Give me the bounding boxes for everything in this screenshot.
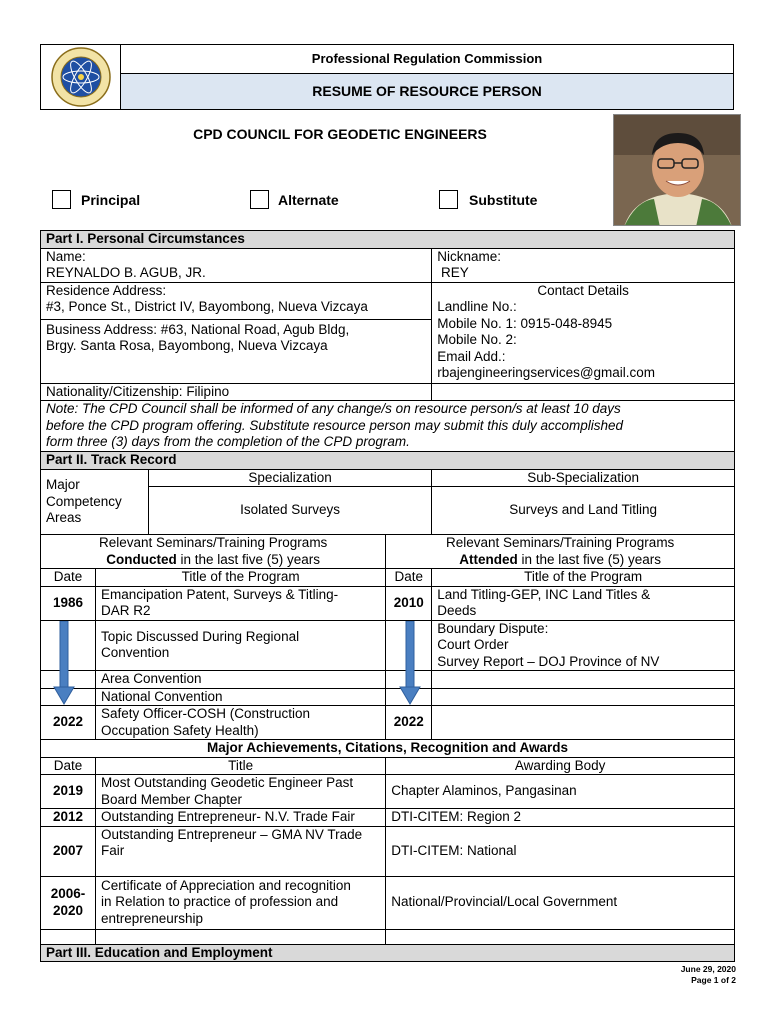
contact-details-cell <box>432 282 735 383</box>
empty-cell <box>432 383 735 401</box>
attended-line1: Relevant Seminars/Training Programs <box>445 535 675 550</box>
residence-label: Residence Address: <box>46 282 167 298</box>
residence-value: #3, Ponce St., District IV, Bayombong, Nueva Vizcaya <box>46 299 368 314</box>
prc-seal-icon <box>46 47 116 107</box>
attended-bold: Attended <box>459 551 518 567</box>
attended-row5-date: 2022 <box>386 706 432 740</box>
achievement1-line2: Board Member Chapter <box>100 791 243 807</box>
conducted-row1-title <box>95 586 385 620</box>
achievement3-line2: Fair <box>100 843 125 858</box>
specialization-header: Specialization <box>148 469 431 487</box>
principal-checkbox[interactable] <box>52 190 71 209</box>
achievement4-line3: entrepreneurship <box>100 910 204 926</box>
subspecialization-header: Sub-Specialization <box>432 469 735 487</box>
mobile1-field: Mobile No. 1: 0915-048-8945 <box>437 315 613 331</box>
attended-line2 <box>391 552 729 569</box>
conducted-header <box>41 535 386 569</box>
major-line3: Areas <box>46 510 82 525</box>
achievement3-body: DTI-CITEM: National <box>386 826 735 876</box>
business-address-cell <box>41 319 432 383</box>
conducted-row5-line2: Occupation Safety Health) <box>100 722 259 738</box>
conducted-title-header: Title of the Program <box>95 569 385 587</box>
attended-row2-line2: Court Order <box>437 637 509 652</box>
note-line3: form three (3) days from the completion of the CPD program. <box>46 434 410 449</box>
name-value: REYNALDO B. AGUB, JR. <box>46 265 206 280</box>
conducted-date-header: Date <box>41 569 96 587</box>
form-title: RESUME OF RESOURCE PERSON <box>121 74 733 109</box>
specialization-value: Isolated Surveys <box>148 487 431 535</box>
achievements-title-header: Title <box>95 757 385 775</box>
substitute-label: Substitute <box>469 192 538 208</box>
achievement1-title <box>95 775 385 809</box>
email-label: Email Add.: <box>437 348 506 364</box>
attended-rest: in the last five (5) years <box>517 551 662 567</box>
achievement4-body: National/Provincial/Local Government <box>386 876 735 929</box>
email-value: rbajengineeringservices@gmail.com <box>437 365 656 380</box>
achievement1-date: 2019 <box>41 775 96 809</box>
person-portrait-icon <box>614 115 741 226</box>
landline-field: Landline No.: <box>437 299 517 314</box>
seal-cell <box>41 45 121 109</box>
down-arrow-icon <box>53 621 75 705</box>
achievement4-date-line1: 2006- <box>50 886 86 901</box>
achievement5-body <box>386 929 735 944</box>
residence-cell <box>41 282 432 319</box>
conducted-line2 <box>46 552 380 569</box>
note-line1: Note: The CPD Council shall be informed of any change/s on resource person/s at least 10 days <box>46 401 621 416</box>
attended-row1-line1: Land Titling-GEP, INC Land Titles & <box>437 586 651 602</box>
attended-row2-line3: Survey Report – DOJ Province of NV <box>437 653 660 669</box>
attended-header <box>386 535 735 569</box>
conducted-row1-date: 1986 <box>41 586 96 620</box>
achievements-body-header: Awarding Body <box>386 757 735 775</box>
major-competency-cell <box>41 469 149 535</box>
principal-label: Principal <box>81 192 141 208</box>
council-name: CPD COUNCIL FOR GEODETIC ENGINEERS <box>193 126 487 142</box>
conducted-row5-title <box>95 706 385 740</box>
conducted-row4-title: National Convention <box>95 688 385 706</box>
contact-heading: Contact Details <box>537 282 629 298</box>
substitute-checkbox[interactable] <box>439 190 458 209</box>
down-arrow-icon <box>399 621 421 705</box>
conducted-row1-line1: Emancipation Patent, Surveys & Titling- <box>100 586 339 602</box>
nickname-cell <box>432 248 735 282</box>
conducted-row5-line1: Safety Officer-COSH (Construction <box>100 706 311 721</box>
achievement5-date <box>41 929 96 944</box>
conducted-row1-line2: DAR R2 <box>100 603 151 618</box>
part3-heading: Part III. Education and Employment <box>41 944 735 962</box>
achievements-heading: Major Achievements, Citations, Recognition and Awards <box>41 740 735 758</box>
attended-row1-date: 2010 <box>386 586 432 620</box>
name-label: Name: <box>46 248 86 264</box>
conducted-line1: Relevant Seminars/Training Programs <box>98 535 328 550</box>
note-cell <box>41 401 735 452</box>
resume-form <box>40 230 735 962</box>
achievement4-line2: in Relation to practice of profession and <box>100 894 339 910</box>
part2-heading: Part II. Track Record <box>41 452 735 470</box>
part1-heading: Part I. Personal Circumstances <box>41 231 735 249</box>
nickname-value: REY <box>437 265 469 280</box>
mobile2-field: Mobile No. 2: <box>437 332 517 347</box>
achievement4-date <box>41 876 96 929</box>
conducted-row3-title: Area Convention <box>95 671 385 689</box>
conducted-rest: in the last five (5) years <box>176 551 321 567</box>
achievement1-line1: Most Outstanding Geodetic Engineer Past <box>100 775 354 790</box>
conducted-row2-title <box>95 620 385 671</box>
achievement4-date-line2: 2020 <box>52 902 84 918</box>
footer-page-number: Page 1 of 2 <box>691 975 736 985</box>
achievement3-date: 2007 <box>41 826 96 876</box>
organization-name: Professional Regulation Commission <box>121 45 733 74</box>
subspecialization-value: Surveys and Land Titling <box>432 487 735 535</box>
achievement3-title <box>95 826 385 876</box>
conducted-row2-line1: Topic Discussed During Regional <box>100 628 300 644</box>
achievements-date-header: Date <box>41 757 96 775</box>
attended-row2-line1: Boundary Dispute: <box>437 620 549 636</box>
achievement4-title <box>95 876 385 929</box>
major-line1: Major <box>46 477 80 492</box>
conducted-row5-date: 2022 <box>41 706 96 740</box>
attended-row3-title <box>432 671 735 689</box>
nationality-cell: Nationality/Citizenship: Filipino <box>41 383 432 401</box>
attended-title-header: Title of the Program <box>432 569 735 587</box>
footer-date: June 29, 2020 <box>680 964 736 974</box>
conducted-bold: Conducted <box>106 551 177 567</box>
attended-row1-line2: Deeds <box>437 603 477 618</box>
resource-person-photo <box>613 114 741 226</box>
attended-row1-title <box>432 586 735 620</box>
attended-row5-title <box>432 706 735 740</box>
achievement2-date: 2012 <box>41 809 96 827</box>
header-box <box>40 44 734 110</box>
note-line2: before the CPD program offering. Substitute resource person may submit this duly accomplished <box>46 417 624 433</box>
achievement3-line1: Outstanding Entrepreneur – GMA NV Trade <box>100 826 363 842</box>
conducted-row2-line2: Convention <box>100 645 170 661</box>
business-line1: Business Address: #63, National Road, Agub Bldg, <box>46 321 350 337</box>
achievement1-body: Chapter Alaminos, Pangasinan <box>386 775 735 809</box>
achievement2-body: DTI-CITEM: Region 2 <box>386 809 735 827</box>
achievement5-title <box>95 929 385 944</box>
alternate-label: Alternate <box>278 192 339 208</box>
alternate-checkbox[interactable] <box>250 190 269 209</box>
major-line2: Competency <box>46 493 122 509</box>
nickname-label: Nickname: <box>437 248 502 264</box>
attended-date-header: Date <box>386 569 432 587</box>
achievement2-title: Outstanding Entrepreneur- N.V. Trade Fair <box>95 809 385 827</box>
attended-row2-title <box>432 620 735 671</box>
business-line2: Brgy. Santa Rosa, Bayombong, Nueva Vizcaya <box>46 338 328 353</box>
attended-row4-title <box>432 688 735 706</box>
name-cell <box>41 248 432 282</box>
achievement4-line1: Certificate of Appreciation and recognition <box>100 877 351 893</box>
